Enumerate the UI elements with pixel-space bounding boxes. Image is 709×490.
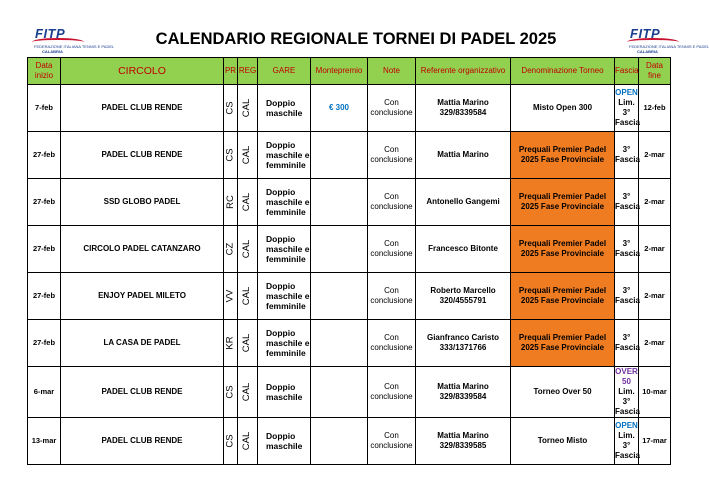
referente-name: Gianfranco Caristo [426,333,499,342]
cell-reg-text: CAL [241,286,253,306]
fascia-value: Lim. 3° Fascia [615,98,640,127]
cell-pr [224,179,238,226]
cell-circolo: CIRCOLO PADEL CATANZARO [61,226,224,273]
cell-pr-text: CZ [224,242,236,256]
referente-phone: 329/8339584 [439,108,487,117]
table-row [28,132,671,179]
cell-circolo: LA CASA DE PADEL [61,320,224,367]
table-row [28,320,671,367]
cell-montepremio [311,179,368,226]
cell-note: Con conclusione [368,273,416,320]
cell-circolo: ENJOY PADEL MILETO [61,273,224,320]
logo-subtitle: FEDERAZIONE ITALIANA TENNIS E PADEL [629,44,709,49]
cell-pr [224,132,238,179]
cell-data-inizio: 6-mar [28,367,61,418]
cell-referente [416,85,511,132]
cell-reg-text: CAL [241,431,253,451]
col-header-reg: REG [238,58,258,85]
table-row [28,226,671,273]
cell-note: Con conclusione [368,367,416,418]
cell-reg-text: CAL [241,192,253,212]
referente-phone: 320/4555791 [439,296,487,305]
cell-pr [224,85,238,132]
cell-denominazione: Torneo Over 50 [511,367,615,418]
cell-note: Con conclusione [368,320,416,367]
cell-circolo: PADEL CLUB RENDE [61,132,224,179]
cell-montepremio [311,132,368,179]
logo-text: FITP [35,26,66,41]
table-row [28,418,671,465]
cell-referente [416,179,511,226]
cell-fascia [615,226,639,273]
table-row [28,179,671,226]
cell-data-inizio: 7-feb [28,85,61,132]
col-header-denominazione: Denominazione Torneo [511,58,615,85]
fascia-type: OPEN [615,88,638,97]
page-header [27,26,709,55]
cell-montepremio [311,418,368,465]
fascia-value: 3° Fascia [615,239,640,258]
cell-data-fine: 2-mar [639,132,671,179]
cell-montepremio [311,320,368,367]
cell-reg [238,85,258,132]
cell-montepremio: € 300 [311,85,368,132]
referente-name: Antonello Gangemi [426,197,500,206]
cell-data-fine: 2-mar [639,226,671,273]
col-header-gare: GARE [258,58,311,85]
cell-denominazione: Prequali Premier Padel 2025 Fase Provinciale [511,179,615,226]
cell-gare: Doppio maschile e femminile [258,273,311,320]
cell-reg-text: CAL [241,145,253,165]
cell-fascia [615,179,639,226]
col-header-referente: Referente organizzativo [416,58,511,85]
cell-denominazione: Prequali Premier Padel 2025 Fase Provinciale [511,132,615,179]
fitp-logo-right [625,26,709,54]
cell-referente [416,418,511,465]
logo-region: CALABRIA [42,49,63,54]
cell-note: Con conclusione [368,179,416,226]
cell-gare: Doppio maschile e femminile [258,179,311,226]
cell-reg-text: CAL [241,382,253,402]
referente-name: Mattia Marino [437,98,489,107]
cell-denominazione: Misto Open 300 [511,85,615,132]
cell-pr [224,320,238,367]
col-header-montepremio: Montepremio [311,58,368,85]
cell-denominazione: Prequali Premier Padel 2025 Fase Provinciale [511,320,615,367]
cell-reg-text: CAL [241,98,253,118]
cell-fascia [615,85,639,132]
cell-pr-text: KR [224,336,236,350]
referente-phone: 329/8339585 [439,441,487,450]
cell-pr-text: CS [224,385,236,399]
cell-reg [238,418,258,465]
cell-data-fine: 12-feb [639,85,671,132]
cell-data-inizio: 27-feb [28,132,61,179]
cell-reg [238,132,258,179]
cell-reg-text: CAL [241,333,253,353]
cell-montepremio [311,273,368,320]
cell-denominazione: Prequali Premier Padel 2025 Fase Provinciale [511,273,615,320]
cell-gare: Doppio maschile [258,367,311,418]
cell-note: Con conclusione [368,418,416,465]
cell-reg [238,320,258,367]
fascia-value: 3° Fascia [615,145,640,164]
cell-gare: Doppio maschile e femminile [258,132,311,179]
referente-phone: 329/8339584 [439,392,487,401]
logo-region: CALABRIA [637,49,658,54]
referente-name: Mattia Marino [437,382,489,391]
cell-pr [224,418,238,465]
cell-pr-text: CS [224,434,236,448]
cell-gare: Doppio maschile [258,85,311,132]
cell-referente [416,226,511,273]
cell-data-fine: 17-mar [639,418,671,465]
cell-fascia [615,367,639,418]
col-header-circolo: CIRCOLO [61,58,224,85]
cell-fascia [615,273,639,320]
cell-pr-text: CS [224,101,236,115]
fascia-value: 3° Fascia [615,286,640,305]
referente-name: Roberto Marcello [430,286,496,295]
referente-name: Mattia Marino [437,150,489,159]
cell-data-fine: 10-mar [639,367,671,418]
cell-pr-text: VV [224,289,236,303]
col-header-fascia: Fascia [615,58,639,85]
cell-reg-text: CAL [241,239,253,259]
cell-montepremio [311,367,368,418]
cell-referente [416,132,511,179]
cell-pr [224,273,238,320]
fascia-value: Lim. 3° Fascia [615,431,640,460]
cell-pr-text: CS [224,148,236,162]
cell-pr [224,367,238,418]
fascia-value: Lim. 3° Fascia [615,387,640,416]
col-header-data-fine: Data fine [639,58,671,85]
table-row [28,367,671,418]
cell-data-inizio: 27-feb [28,320,61,367]
cell-data-fine: 2-mar [639,179,671,226]
cell-gare: Doppio maschile e femminile [258,226,311,273]
page-title: CALENDARIO REGIONALE TORNEI DI PADEL 2025 [155,30,557,48]
cell-fascia [615,132,639,179]
cell-denominazione: Prequali Premier Padel 2025 Fase Provinciale [511,226,615,273]
cell-referente [416,273,511,320]
cell-note: Con conclusione [368,85,416,132]
fascia-type: OVER 50 [615,367,638,386]
referente-name: Francesco Bitonte [428,244,498,253]
col-header-note: Note [368,58,416,85]
cell-note: Con conclusione [368,226,416,273]
tournament-calendar-table [27,57,671,465]
cell-circolo: PADEL CLUB RENDE [61,418,224,465]
cell-pr [224,226,238,273]
cell-fascia [615,418,639,465]
cell-denominazione: Torneo Misto [511,418,615,465]
table-row [28,273,671,320]
cell-note: Con conclusione [368,132,416,179]
cell-circolo: SSD GLOBO PADEL [61,179,224,226]
cell-data-inizio: 27-feb [28,179,61,226]
referente-phone: 333/1371766 [439,343,487,352]
fascia-value: 3° Fascia [615,192,640,211]
cell-pr-text: RC [224,195,236,209]
cell-data-inizio: 13-mar [28,418,61,465]
cell-montepremio [311,226,368,273]
cell-data-fine: 2-mar [639,273,671,320]
cell-reg [238,273,258,320]
col-header-data-inizio: Data inizio [28,58,61,85]
cell-referente [416,367,511,418]
logo-subtitle: FEDERAZIONE ITALIANA TENNIS E PADEL [34,44,115,49]
table-header-row [28,58,671,85]
logo-text: FITP [630,26,661,41]
referente-name: Mattia Marino [437,431,489,440]
cell-fascia [615,320,639,367]
cell-gare: Doppio maschile e femminile [258,320,311,367]
table-row [28,85,671,132]
cell-circolo: PADEL CLUB RENDE [61,367,224,418]
fascia-value: 3° Fascia [615,333,640,352]
cell-circolo: PADEL CLUB RENDE [61,85,224,132]
cell-referente [416,320,511,367]
fitp-logo-left [30,26,115,54]
cell-data-fine: 2-mar [639,320,671,367]
fascia-type: OPEN [615,421,638,430]
cell-reg [238,226,258,273]
cell-gare: Doppio maschile [258,418,311,465]
cell-data-inizio: 27-feb [28,273,61,320]
cell-data-inizio: 27-feb [28,226,61,273]
cell-reg [238,367,258,418]
cell-reg [238,179,258,226]
col-header-pr: PR [224,58,238,85]
